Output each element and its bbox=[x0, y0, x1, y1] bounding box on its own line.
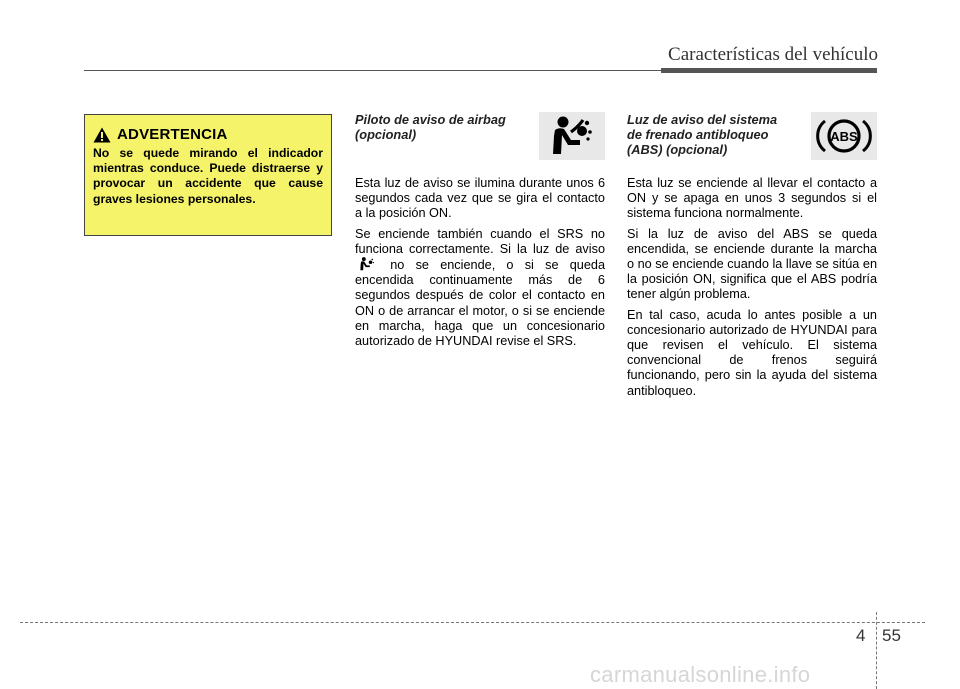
airbag-inline-icon bbox=[357, 257, 377, 271]
footer-divider bbox=[876, 612, 877, 689]
section-title: Características del vehículo bbox=[668, 44, 878, 65]
airbag-section-title: Piloto de aviso de airbag (opcional) bbox=[355, 112, 506, 142]
chapter-number: 4 bbox=[856, 626, 866, 645]
airbag-warning-icon bbox=[549, 116, 595, 156]
page-number: 55 bbox=[882, 626, 901, 645]
watermark: carmanualsonline.info bbox=[590, 662, 811, 687]
header-rule-accent bbox=[661, 68, 877, 73]
warning-text: No se quede mirando el indicador mientras conduce. Puede distraerse y provocar un accidente que cause graves lesiones personales. bbox=[93, 146, 323, 206]
abs-section-header bbox=[627, 110, 877, 176]
airbag-icon-box bbox=[539, 112, 605, 160]
abs-title-line-3: (ABS) (opcional) bbox=[627, 142, 728, 157]
abs-section-title bbox=[627, 112, 802, 157]
abs-warning-icon bbox=[816, 116, 872, 156]
abs-icon-box bbox=[811, 112, 877, 160]
abs-paragraph-1: Esta luz se enciende al llevar el contacto a ON y se apaga en unos 3 segundos si el sistema funciona normalmente. bbox=[627, 176, 877, 221]
abs-icon-label: ABS bbox=[830, 129, 858, 144]
abs-paragraph-3: En tal caso, acuda lo antes posible a un concesionario autorizado de HYUNDAI para que revisen el vehículo. El sistema convencional de frenos seguirá funcionando, pero sin la ayuda del sistema antibloqueo. bbox=[627, 307, 877, 398]
abs-section bbox=[627, 110, 877, 404]
warning-header bbox=[93, 126, 323, 143]
airbag-paragraph-1: Esta luz de aviso se ilumina durante unos 6 segundos cada vez que se gira el contacto a la posición ON. bbox=[355, 176, 605, 221]
footer-rule bbox=[20, 622, 925, 623]
warning-title: ADVERTENCIA bbox=[117, 126, 228, 143]
abs-title-line-2: de frenado antibloqueo bbox=[627, 127, 769, 142]
airbag-paragraph-2-end: no se enciende, o si se queda encendida continuamente más de 6 segundos después de color el contacto en ON o de arrancar el motor, o si se enciende en marcha, haga que un concesionario autorizado de HYUNDAI revise el SRS. bbox=[355, 258, 605, 349]
warning-triangle-icon bbox=[93, 127, 111, 143]
airbag-paragraph-2-start: Se enciende también cuando el SRS no funciona correctamente. Si la luz de aviso bbox=[355, 226, 605, 256]
airbag-section-header bbox=[355, 110, 605, 176]
airbag-paragraph-2 bbox=[355, 227, 605, 350]
airbag-section bbox=[355, 110, 605, 354]
abs-title-line-1: Luz de aviso del sistema bbox=[627, 112, 778, 127]
abs-paragraph-2: Si la luz de aviso del ABS se queda encendida, se enciende durante la marcha o no se enciende cuando la llave se sitúa en la posición ON, significa que el ABS podría tener algún problema. bbox=[627, 226, 877, 302]
warning-box bbox=[84, 114, 332, 236]
header-rule bbox=[84, 70, 661, 71]
